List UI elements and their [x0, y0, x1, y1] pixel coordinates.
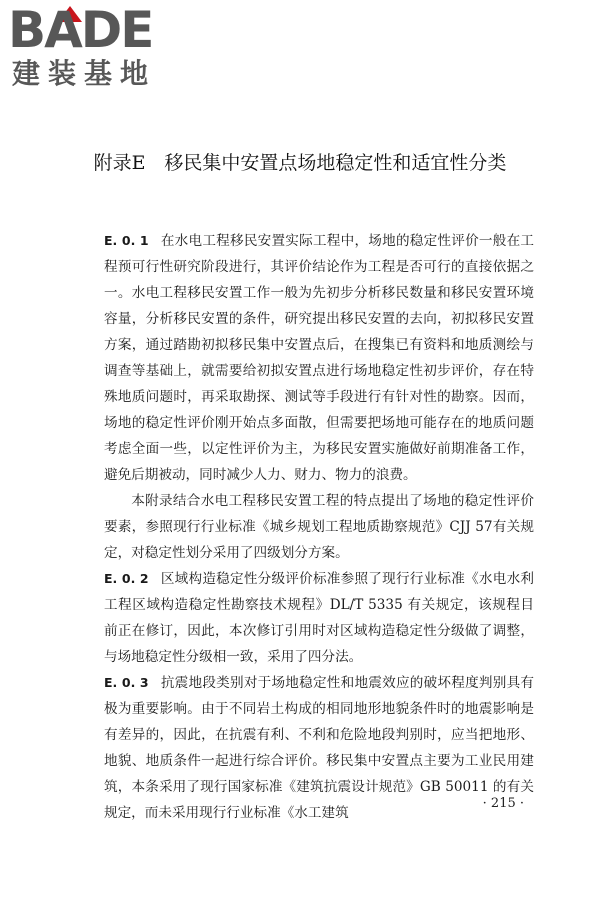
clause-e02: [104, 566, 534, 670]
clause-number: E. 0. 1: [104, 233, 149, 248]
clause-text: 本附录结合水电工程移民安置工程的特点提出了场地的稳定性评价要素，参照现行行业标准《城乡规划工程地质勘察规范》CJJ 57有关规定，对稳定性划分采用了四级划分方案。: [104, 493, 534, 561]
logo-wordmark: BADE: [8, 1, 153, 59]
clause-e01-continued: [104, 488, 534, 566]
bade-logo: [8, 1, 178, 100]
clause-text: 在水电工程移民安置实际工程中，场地的稳定性评价一般在工程预可行性研究阶段进行，其评价结论作为工程是否可行的直接依据之一。水电工程移民安置工作一般为先初步分析移民数量和移民安置环境容量，分析移民安置的条件，研究提出移民安置的去向，初拟移民安置方案，通过踏勘初拟移民集中安置点后，在搜集已有资料和地质测绘与调查等基础上，就需要给初拟安置点进行场地稳定性初步评价，存在特殊地质问题时，再采取勘探、测试等手段进行有针对性的勘察。因而，场地的稳定性评价刚开始点多面散，但需要把场地可能存在的地质问题考虑全面一些，以定性评价为主，为移民安置实施做好前期准备工作，避免后期被动，同时减少人力、财力、物力的浪费。: [104, 233, 534, 483]
page-number: · 215 ·: [482, 796, 524, 811]
clause-number: E. 0. 2: [104, 571, 149, 586]
clause-text: 抗震地段类别对于场地稳定性和地震效应的破坏程度判别具有极为重要影响。由于不同岩土构成的相同地形地貌条件时的地震影响是有差异的，因此，在抗震有利、不利和危险地段判别时，应当把地形、地貌、地质条件一起进行综合评价。移民集中安置点主要为工业民用建筑，本条采用了现行国家标准《建筑抗震设计规范》GB 50011 的有关规定，而未采用现行行业标准《水工建筑: [104, 675, 534, 821]
document-body: [104, 228, 534, 826]
clause-e03: [104, 670, 534, 826]
clause-text: 区域构造稳定性分级评价标准参照了现行行业标准《水电水利工程区域构造稳定性勘察技术规程》DL/T 5335 有关规定，该规程目前正在修订，因此，本次修订引用时对区域构造稳定性分级做了调整，与场地稳定性分级相一致，采用了四分法。: [104, 571, 534, 665]
clause-e01: [104, 228, 534, 488]
logo-subtitle: 建装基地: [12, 57, 157, 90]
appendix-title: 附录E 移民集中安置点场地稳定性和适宜性分类: [93, 152, 507, 174]
clause-number: E. 0. 3: [104, 675, 149, 690]
